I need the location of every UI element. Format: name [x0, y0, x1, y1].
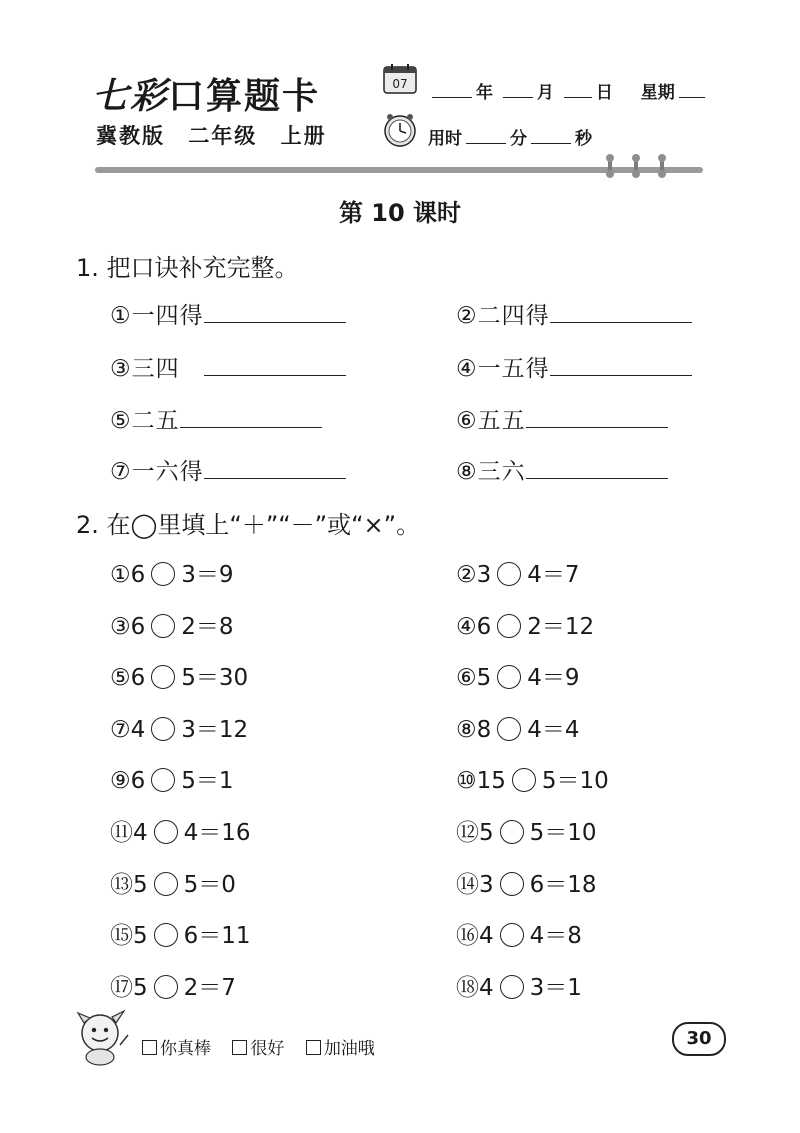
- operand-a: 5: [479, 820, 494, 846]
- operand-b-result: 6＝18: [529, 872, 597, 898]
- operand-a: 4: [479, 975, 494, 1001]
- equation-item: [110, 917, 251, 950]
- verse-item: [456, 350, 692, 383]
- operator-circle[interactable]: [154, 975, 178, 999]
- section2-title: 2. 在◯里填上“＋”“－”或“×”。: [76, 511, 421, 539]
- checkbox-icon[interactable]: [142, 1040, 157, 1055]
- operand-a: 4: [479, 923, 494, 949]
- verse-label: ②二四得: [456, 303, 550, 329]
- section1-title: 1. 把口诀补充完整。: [76, 254, 299, 282]
- verse-label: ⑦一六得: [110, 459, 204, 485]
- operator-circle[interactable]: [497, 614, 521, 638]
- date-fields: [428, 78, 709, 103]
- lesson-title: 第 10 课时: [338, 199, 462, 227]
- year-blank[interactable]: [432, 83, 472, 98]
- operator-circle[interactable]: [500, 975, 524, 999]
- equation-item: [456, 608, 594, 641]
- operator-circle[interactable]: [512, 768, 536, 792]
- self-rating: [142, 1034, 391, 1059]
- month-blank[interactable]: [503, 83, 533, 98]
- day-blank[interactable]: [564, 83, 592, 98]
- operand-a: 5: [133, 872, 148, 898]
- answer-blank[interactable]: [204, 302, 346, 323]
- verse-item: [456, 453, 668, 486]
- equation-item: [456, 659, 580, 692]
- rating-label: 你真棒: [160, 1039, 211, 1059]
- operator-circle[interactable]: [151, 562, 175, 586]
- verse-item: [110, 402, 322, 435]
- year-label: 年: [476, 83, 493, 103]
- calendar-icon: [383, 64, 417, 94]
- equation-item: [110, 608, 234, 641]
- calendar-day: 07: [392, 77, 408, 91]
- operator-circle[interactable]: [151, 717, 175, 741]
- operand-a: 15: [476, 768, 506, 794]
- operator-circle[interactable]: [151, 768, 175, 792]
- month-label: 月: [536, 83, 554, 103]
- equation-item: [110, 762, 234, 795]
- operator-circle[interactable]: [497, 717, 521, 741]
- page-number: 30: [672, 1022, 726, 1056]
- item-number: ⑯: [456, 923, 479, 949]
- operand-b-result: 5＝0: [183, 872, 236, 898]
- weekday-blank[interactable]: [679, 83, 705, 98]
- equation-item: [456, 556, 580, 589]
- operand-b-result: 3＝9: [181, 562, 234, 588]
- operand-b-result: 6＝11: [183, 923, 251, 949]
- rating-option[interactable]: [142, 1039, 211, 1059]
- item-number: ⑭: [456, 872, 479, 898]
- operand-b-result: 5＝1: [181, 768, 234, 794]
- answer-blank[interactable]: [180, 407, 322, 428]
- rating-label: 加油哦: [323, 1039, 375, 1059]
- operand-b-result: 4＝4: [527, 717, 580, 743]
- equation-item: [456, 969, 582, 1002]
- time-fields: [428, 124, 592, 149]
- operator-circle[interactable]: [500, 820, 524, 844]
- operand-a: 4: [133, 820, 148, 846]
- operand-a: 5: [133, 923, 148, 949]
- item-number: ⑦: [110, 717, 131, 743]
- operand-a: 6: [476, 614, 492, 640]
- time-used-label: 用时: [428, 129, 462, 149]
- operand-a: 6: [130, 614, 146, 640]
- item-number: ①: [110, 562, 131, 588]
- item-number: ⑪: [110, 820, 133, 846]
- operator-circle[interactable]: [154, 872, 178, 896]
- operand-b-result: 3＝1: [529, 975, 582, 1001]
- equation-item: [110, 969, 236, 1002]
- operand-b-result: 4＝7: [527, 562, 580, 588]
- item-number: ⑰: [110, 975, 133, 1001]
- operand-b-result: 5＝10: [529, 820, 597, 846]
- operator-circle[interactable]: [497, 665, 521, 689]
- operator-circle[interactable]: [154, 923, 178, 947]
- second-blank[interactable]: [531, 129, 571, 144]
- item-number: ⑥: [456, 665, 477, 691]
- item-number: ⑩: [456, 768, 477, 794]
- operator-circle[interactable]: [500, 923, 524, 947]
- equation-item: [110, 556, 234, 589]
- brand-title: [92, 68, 320, 119]
- verse-item: [456, 297, 692, 330]
- rating-label: 很好: [250, 1039, 285, 1059]
- operator-circle[interactable]: [500, 872, 524, 896]
- operator-circle[interactable]: [154, 820, 178, 844]
- rating-option[interactable]: [232, 1039, 284, 1059]
- operand-b-result: 3＝12: [181, 717, 249, 743]
- item-number: ⑮: [110, 923, 133, 949]
- operand-a: 6: [130, 562, 146, 588]
- operand-b-result: 2＝12: [527, 614, 595, 640]
- minute-label: 分: [510, 129, 527, 149]
- divider-pin: [634, 156, 638, 174]
- verse-item: [110, 453, 346, 486]
- operator-circle[interactable]: [497, 562, 521, 586]
- equation-item: [110, 659, 248, 692]
- verse-label: ①一四得: [110, 303, 204, 329]
- operand-b-result: 5＝10: [541, 768, 609, 794]
- item-number: ⑫: [456, 820, 479, 846]
- answer-blank[interactable]: [526, 407, 668, 428]
- edition-volume: 上册: [280, 124, 327, 148]
- operand-a: 6: [130, 768, 146, 794]
- day-label: 日: [595, 83, 613, 103]
- equation-item: [110, 814, 251, 847]
- operand-a: 3: [479, 872, 494, 898]
- checkbox-icon[interactable]: [306, 1040, 321, 1055]
- operand-a: 3: [476, 562, 492, 588]
- equation-item: [456, 762, 609, 795]
- equation-item: [456, 866, 597, 899]
- answer-blank[interactable]: [550, 302, 692, 323]
- verse-item: [110, 350, 346, 383]
- operand-b-result: 4＝9: [527, 665, 580, 691]
- verse-label: ⑧三六: [456, 459, 526, 485]
- operand-b-result: 2＝7: [183, 975, 236, 1001]
- operator-circle[interactable]: [151, 665, 175, 689]
- equation-item: [456, 814, 597, 847]
- item-number: ⑧: [456, 717, 477, 743]
- answer-blank[interactable]: [204, 458, 346, 479]
- equation-item: [456, 711, 580, 744]
- verse-label: ⑤二五: [110, 408, 180, 434]
- operand-b-result: 4＝16: [183, 820, 251, 846]
- second-label: 秒: [575, 129, 592, 149]
- equation-item: [110, 866, 236, 899]
- operand-b-result: 4＝8: [529, 923, 582, 949]
- clock-icon: [383, 113, 417, 147]
- verse-label: ⑥五五: [456, 408, 526, 434]
- equation-item: [110, 711, 248, 744]
- item-number: ②: [456, 562, 477, 588]
- divider-pin: [608, 156, 612, 174]
- edition-info: [96, 120, 341, 150]
- operand-a: 8: [476, 717, 492, 743]
- checkbox-icon[interactable]: [232, 1040, 247, 1055]
- operand-a: 5: [476, 665, 492, 691]
- divider-pin: [660, 156, 664, 174]
- brand-part-2: 口算题卡: [168, 76, 321, 117]
- edition-grade: 二年级: [188, 124, 258, 148]
- mascot-icon: [70, 1005, 132, 1067]
- answer-blank[interactable]: [550, 355, 692, 376]
- operator-circle[interactable]: [151, 614, 175, 638]
- minute-blank[interactable]: [466, 129, 506, 144]
- item-number: ⑱: [456, 975, 479, 1001]
- verse-label: ③三四: [110, 356, 180, 382]
- answer-blank[interactable]: [526, 458, 668, 479]
- item-number: ④: [456, 614, 477, 640]
- verse-item: [110, 297, 346, 330]
- item-number: ③: [110, 614, 131, 640]
- operand-b-result: 2＝8: [181, 614, 234, 640]
- operand-a: 6: [130, 665, 146, 691]
- answer-blank[interactable]: [204, 355, 346, 376]
- weekday-label: 星期: [640, 83, 675, 103]
- operand-a: 5: [133, 975, 148, 1001]
- rating-option[interactable]: [306, 1039, 375, 1059]
- verse-label: ④一五得: [456, 356, 550, 382]
- operand-a: 4: [130, 717, 146, 743]
- verse-item: [456, 402, 668, 435]
- operand-b-result: 5＝30: [181, 665, 249, 691]
- edition-publisher: 冀教版: [96, 124, 165, 148]
- equation-item: [456, 917, 582, 950]
- item-number: ⑨: [110, 768, 131, 794]
- item-number: ⑬: [110, 872, 133, 898]
- item-number: ⑤: [110, 665, 131, 691]
- brand-part-1: 七彩: [92, 76, 169, 117]
